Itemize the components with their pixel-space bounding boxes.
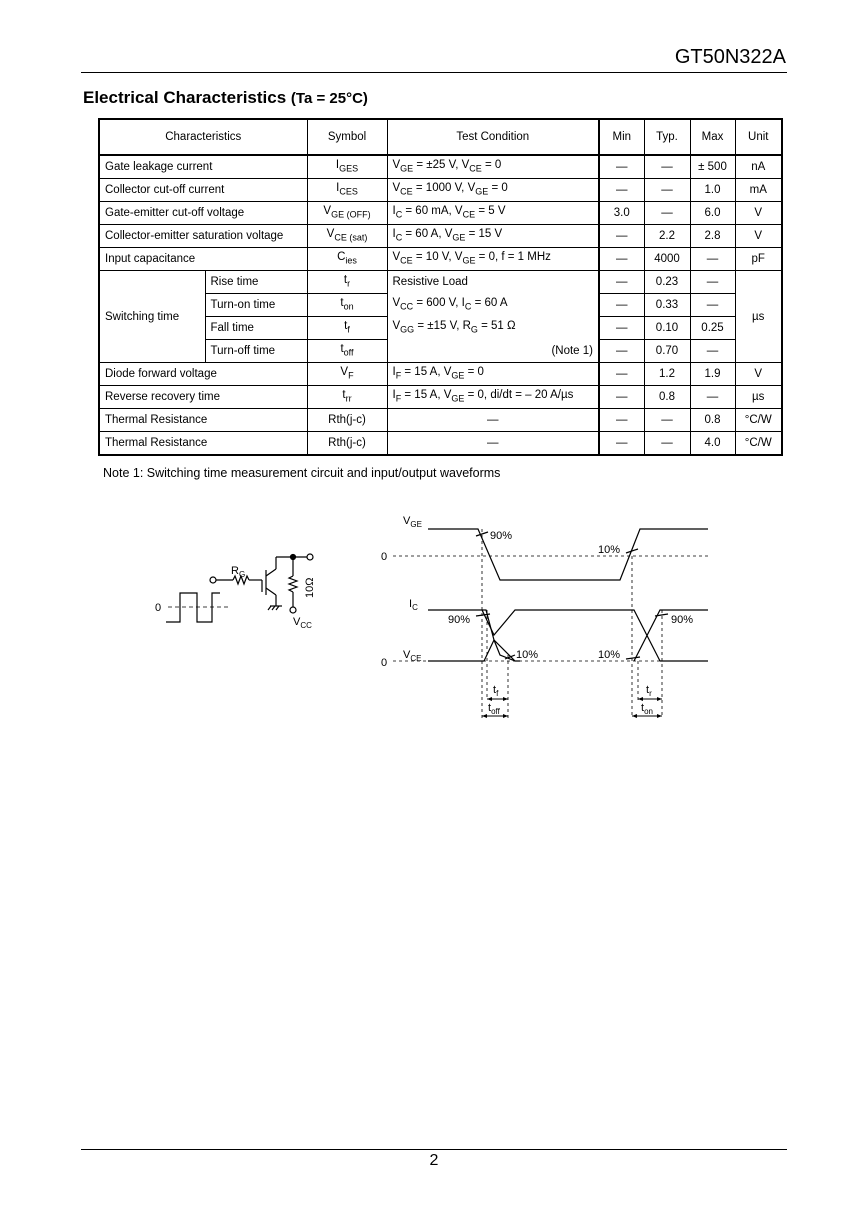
max-value: 1.0 <box>690 179 735 202</box>
min-value: — <box>599 248 644 271</box>
section-title-text: Electrical Characteristics <box>83 88 287 107</box>
min-value: — <box>599 432 644 456</box>
vcc-label-sub: CC <box>300 621 312 630</box>
unit-value: V <box>735 225 782 248</box>
page-number: 2 <box>429 1152 439 1169</box>
ton-label-main: t <box>641 702 645 714</box>
characteristic-name: Input capacitance <box>99 248 307 271</box>
switching-typ: 0.33 <box>644 294 690 317</box>
footer-rule <box>81 1149 787 1150</box>
column-header: Max <box>690 119 735 155</box>
circuit-zero-label: 0 <box>155 602 162 614</box>
switching-max: — <box>690 340 735 363</box>
column-header: Min <box>599 119 644 155</box>
typ-value: — <box>644 202 690 225</box>
min-value: — <box>599 225 644 248</box>
waveforms <box>393 529 708 718</box>
column-header: Typ. <box>644 119 690 155</box>
max-value: ± 500 <box>690 155 735 179</box>
ic-90-right-label: 90% <box>671 614 694 626</box>
vce-10-right-label: 10% <box>598 649 621 661</box>
column-header: Unit <box>735 119 782 155</box>
toff-label-main: t <box>488 702 492 714</box>
tr-label-main: t <box>646 684 650 696</box>
test-condition: $V_{CE} = 10$ V, $V_{GE} = 0$, f = 1 MHz <box>387 248 599 271</box>
characteristic-name: Thermal Resistance <box>99 432 307 456</box>
switching-group-label: Switching time <box>99 271 205 363</box>
tf-label-main: t <box>493 684 497 696</box>
toff-label-sub: off <box>491 707 500 716</box>
min-value: — <box>599 409 644 432</box>
test-condition: — <box>387 409 599 432</box>
switching-condition-line: $V_{GG} = \pm 15$ V, $R_G = 51$ Ω <box>387 317 599 340</box>
switching-typ: 0.23 <box>644 271 690 294</box>
switching-symbol: $t_{off}$ <box>307 340 387 363</box>
switching-condition-line: $V_{CC} = 600$ V, $I_C = 60$ A <box>387 294 599 317</box>
switching-typ: 0.70 <box>644 340 690 363</box>
test-condition: $I_C = 60$ mA, $V_{CE} = 5$ V <box>387 202 599 225</box>
symbol: Rth(j-c) <box>307 409 387 432</box>
characteristic-name: Collector-emitter saturation voltage <box>99 225 307 248</box>
switching-item-name: Turn-off time <box>205 340 307 363</box>
tr-label <box>646 684 652 698</box>
typ-value: 1.2 <box>644 363 690 386</box>
symbol: $V_{GE (OFF)}$ <box>307 202 387 225</box>
min-value: — <box>599 179 644 202</box>
test-condition: $V_{CE} = 1000$ V, $V_{GE} = 0$ <box>387 179 599 202</box>
column-header: Test Condition <box>387 119 599 155</box>
arrow-heads <box>482 697 662 718</box>
note-1: Note 1: Switching time measurement circuit and input/output waveforms <box>103 466 501 480</box>
test-condition: $I_F = 15$ A, $V_{GE} = 0$ <box>387 363 599 386</box>
tr-label-sub: r <box>649 689 652 698</box>
switching-min: — <box>599 340 644 363</box>
characteristic-name: Diode forward voltage <box>99 363 307 386</box>
vce-label-main: V <box>403 649 411 661</box>
tf-label <box>493 684 499 698</box>
ic-label-main: I <box>409 598 413 610</box>
column-header: Characteristics <box>99 119 307 155</box>
unit-value: µs <box>735 386 782 409</box>
switching-max: 0.25 <box>690 317 735 340</box>
switching-item-name: Rise time <box>205 271 307 294</box>
max-value: 4.0 <box>690 432 735 456</box>
vcc-label-main: V <box>293 616 301 628</box>
typ-value: — <box>644 409 690 432</box>
symbol: $V_F$ <box>307 363 387 386</box>
vge-zero-label: 0 <box>381 551 388 563</box>
typ-value: 4000 <box>644 248 690 271</box>
vce-10-label: 10% <box>516 649 539 661</box>
max-value: 1.9 <box>690 363 735 386</box>
test-condition: — <box>387 432 599 456</box>
vge-90-label: 90% <box>490 530 513 542</box>
ton-label-sub: on <box>644 707 653 716</box>
ic-label <box>409 598 418 612</box>
unit-value: °C/W <box>735 432 782 456</box>
column-header: Symbol <box>307 119 387 155</box>
symbol: $t_{rr}$ <box>307 386 387 409</box>
unit-value: pF <box>735 248 782 271</box>
switching-condition-line: Resistive Load <box>387 271 599 294</box>
vce-label-sub: CE <box>410 654 422 663</box>
switching-unit: µs <box>735 271 782 363</box>
ton-label <box>641 702 653 716</box>
switching-item-name: Fall time <box>205 317 307 340</box>
vge-label <box>403 515 422 529</box>
switching-min: — <box>599 271 644 294</box>
part-number: GT50N322A <box>674 46 786 68</box>
characteristic-name: Gate-emitter cut-off voltage <box>99 202 307 225</box>
rg-label-main: R <box>231 565 239 577</box>
typ-value: 0.8 <box>644 386 690 409</box>
switching-symbol: $t_r$ <box>307 271 387 294</box>
ic-label-sub: C <box>412 603 418 612</box>
unit-value: V <box>735 363 782 386</box>
max-value: 2.8 <box>690 225 735 248</box>
measurement-circuit <box>166 554 313 622</box>
min-value: — <box>599 386 644 409</box>
characteristic-name: Collector cut-off current <box>99 179 307 202</box>
vce-label <box>403 649 421 663</box>
max-value: 6.0 <box>690 202 735 225</box>
switching-symbol: $t_f$ <box>307 317 387 340</box>
switching-max: — <box>690 294 735 317</box>
switching-min: — <box>599 317 644 340</box>
symbol: $V_{CE (sat)}$ <box>307 225 387 248</box>
min-value: 3.0 <box>599 202 644 225</box>
rg-label-sub: G <box>238 570 246 579</box>
symbol: Rth(j-c) <box>307 432 387 456</box>
test-condition: $V_{GE} = \pm 25$ V, $V_{CE} = 0$ <box>387 155 599 179</box>
min-value: — <box>599 155 644 179</box>
characteristic-name: Reverse recovery time <box>99 386 307 409</box>
typ-value: — <box>644 179 690 202</box>
switching-max: — <box>690 271 735 294</box>
toff-label <box>488 702 501 716</box>
typ-value: 2.2 <box>644 225 690 248</box>
max-value: 0.8 <box>690 409 735 432</box>
typ-value: — <box>644 432 690 456</box>
rg-label <box>231 565 245 579</box>
max-value: — <box>690 386 735 409</box>
switching-condition-line: (Note 1) <box>387 340 599 363</box>
vge-label-sub: GE <box>410 520 422 529</box>
vge-10-label: 10% <box>598 544 621 556</box>
characteristic-name: Gate leakage current <box>99 155 307 179</box>
switching-min: — <box>599 294 644 317</box>
vge-label-main: V <box>403 515 411 527</box>
symbol: $C_{ies}$ <box>307 248 387 271</box>
symbol: $I_{GES}$ <box>307 155 387 179</box>
unit-value: °C/W <box>735 409 782 432</box>
symbol: $I_{CES}$ <box>307 179 387 202</box>
min-value: — <box>599 363 644 386</box>
test-condition: $I_C = 60$ A, $V_{GE} = 15$ V <box>387 225 599 248</box>
unit-value: V <box>735 202 782 225</box>
ic-90-label: 90% <box>448 614 471 626</box>
tf-label-sub: f <box>496 689 499 698</box>
vce-zero-label: 0 <box>381 657 388 669</box>
characteristic-name: Thermal Resistance <box>99 409 307 432</box>
max-value: — <box>690 248 735 271</box>
unit-value: nA <box>735 155 782 179</box>
switching-item-name: Turn-on time <box>205 294 307 317</box>
section-condition: (Ta = 25°C) <box>290 90 368 107</box>
load-resistor-label: 10Ω <box>304 577 316 598</box>
switching-typ: 0.10 <box>644 317 690 340</box>
test-condition: $I_F = 15$ A, $V_{GE} = 0$, di/dt = – 20 A/µs <box>387 386 599 409</box>
typ-value: — <box>644 155 690 179</box>
vcc-label <box>293 616 312 630</box>
switching-symbol: $t_{on}$ <box>307 294 387 317</box>
unit-value: mA <box>735 179 782 202</box>
